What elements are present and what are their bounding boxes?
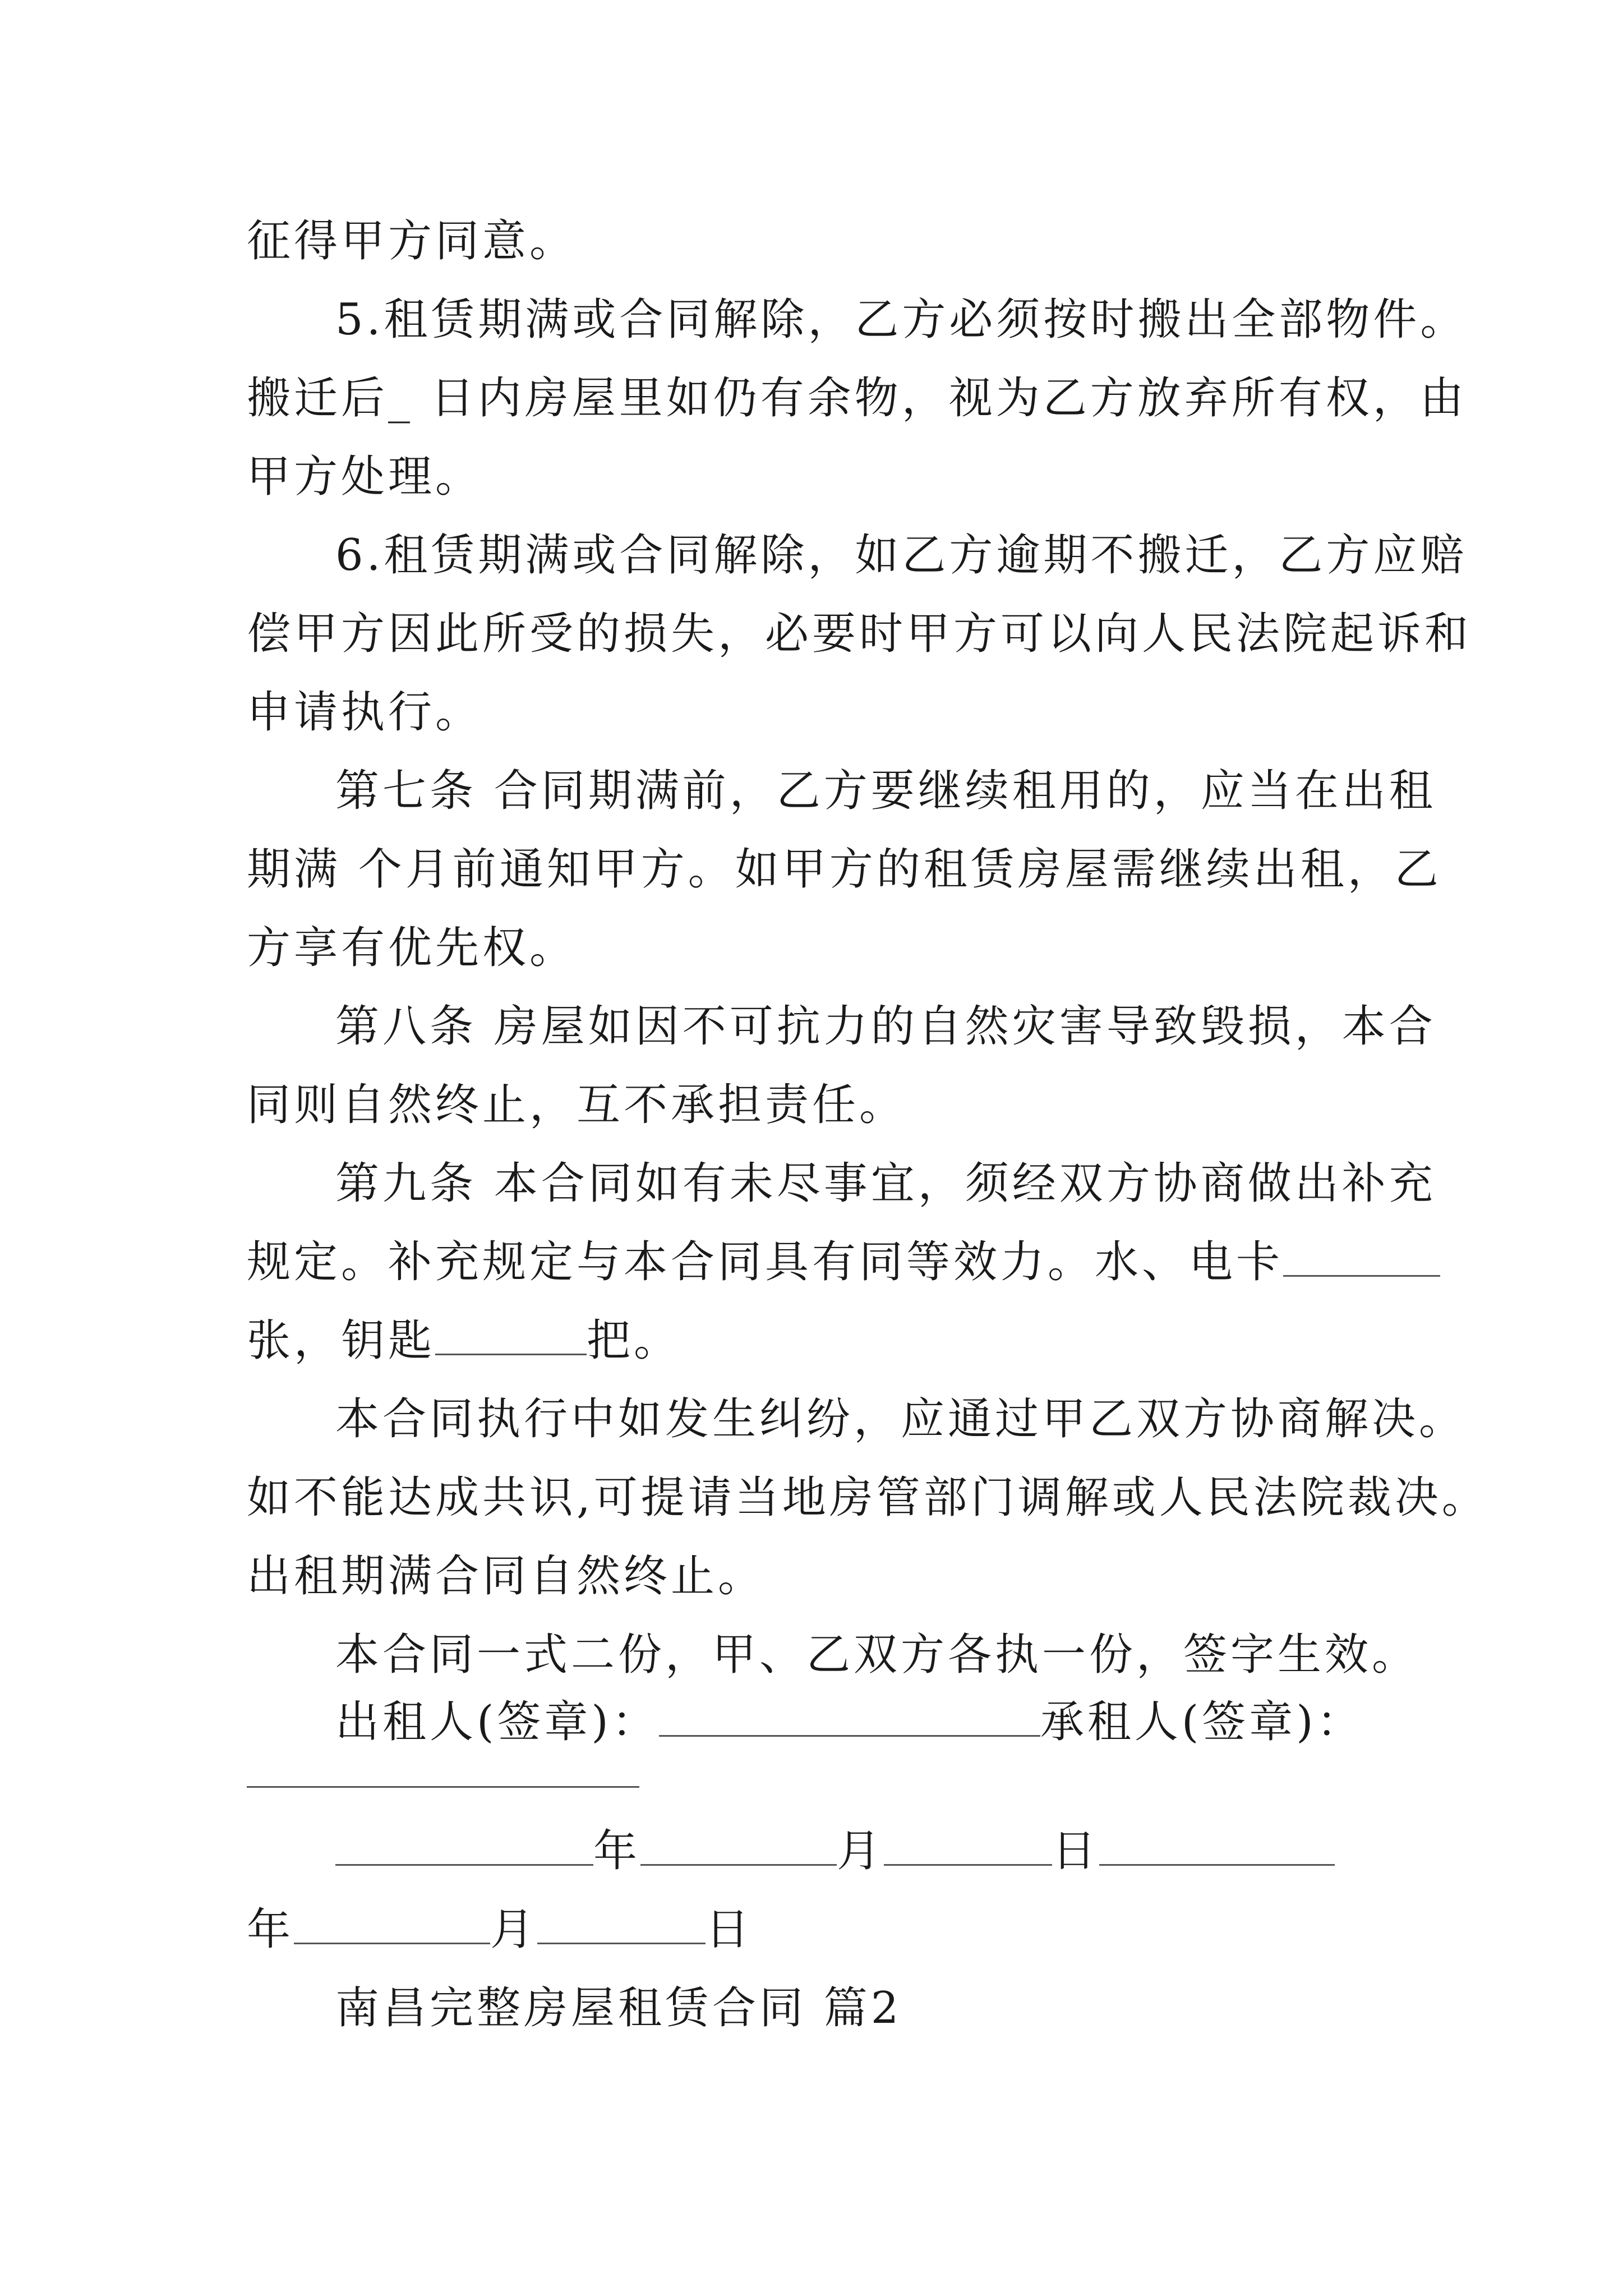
lessor-signature-label: 出租人(签章)： — [335, 1697, 659, 1747]
fill-blank-keys[interactable] — [435, 1319, 587, 1355]
body-line: 如不能达成共识,可提请当地房管部门调解或人民法院裁决。 — [247, 1473, 1489, 1523]
year-blank[interactable] — [335, 1829, 593, 1866]
body-line-with-blank — [247, 1313, 1391, 1369]
body-text: 规定。补充规定与本合同具有同等效力。水、电卡 — [247, 1237, 1284, 1287]
signature-line — [335, 1694, 1395, 1750]
next-section-heading: 南昌完整房屋租赁合同 篇2 — [335, 1983, 902, 2033]
dispute-line: 本合同执行中如发生纠纷，应通过甲乙双方协商解决。 — [335, 1394, 1467, 1444]
day-label: 日 — [706, 1904, 753, 1955]
day-label: 日 — [1052, 1826, 1100, 1876]
clause-5-line: 5.租赁期满或合同解除，乙方必须按时搬出全部物件。 — [335, 295, 1468, 345]
body-line: 方享有优先权。 — [247, 923, 577, 973]
month-blank[interactable] — [640, 1829, 837, 1866]
article-7-line: 第七条 合同期满前，乙方要继续租用的，应当在出租 — [335, 766, 1436, 816]
month-label: 月 — [490, 1904, 538, 1955]
year-blank[interactable] — [1099, 1829, 1335, 1866]
month-label: 月 — [837, 1826, 884, 1876]
fill-blank-cards[interactable] — [1283, 1240, 1440, 1277]
article-9-line: 第九条 本合同如有未尽事宜，须经双方协商做出补充 — [335, 1158, 1436, 1209]
body-line: 偿甲方因此所受的损失，必要时甲方可以向人民法院起诉和 — [247, 609, 1472, 659]
body-line: 出租期满合同自然终止。 — [247, 1551, 766, 1602]
body-line: 申请执行。 — [247, 687, 483, 738]
body-line: 同则自然终止，互不承担责任。 — [247, 1080, 907, 1130]
body-line: 甲方处理。 — [247, 452, 483, 502]
body-text: 把。 — [587, 1315, 681, 1366]
day-blank[interactable] — [537, 1908, 706, 1944]
article-8-line: 第八条 房屋如因不可抗力的自然灾害导致毁损，本合 — [335, 1001, 1436, 1052]
day-blank[interactable] — [884, 1829, 1052, 1866]
body-line: 搬迁后_ 日内房屋里如仍有余物，视为乙方放弃所有权，由 — [247, 373, 1467, 424]
lessee-signature-blank[interactable] — [247, 1786, 639, 1788]
lessee-signature-label: 承租人(签章)： — [1040, 1697, 1364, 1747]
body-line-with-blank — [247, 1234, 1391, 1290]
lessor-signature-blank[interactable] — [659, 1700, 1040, 1737]
body-text: 张，钥匙 — [247, 1315, 436, 1366]
clause-6-line: 6.租赁期满或合同解除，如乙方逾期不搬迁，乙方应赔 — [335, 530, 1468, 581]
year-label: 年 — [593, 1826, 641, 1876]
copies-line: 本合同一式二份，甲、乙双方各执一份，签字生效。 — [335, 1630, 1419, 1680]
date-line-lessor — [335, 1823, 1395, 1879]
month-blank[interactable] — [294, 1908, 490, 1944]
body-line: 征得甲方同意。 — [247, 216, 577, 266]
year-label: 年 — [247, 1904, 294, 1955]
body-line: 期满 个月前通知甲方。如甲方的租赁房屋需继续出租，乙 — [247, 844, 1442, 895]
date-line-lessee — [247, 1902, 1391, 1958]
